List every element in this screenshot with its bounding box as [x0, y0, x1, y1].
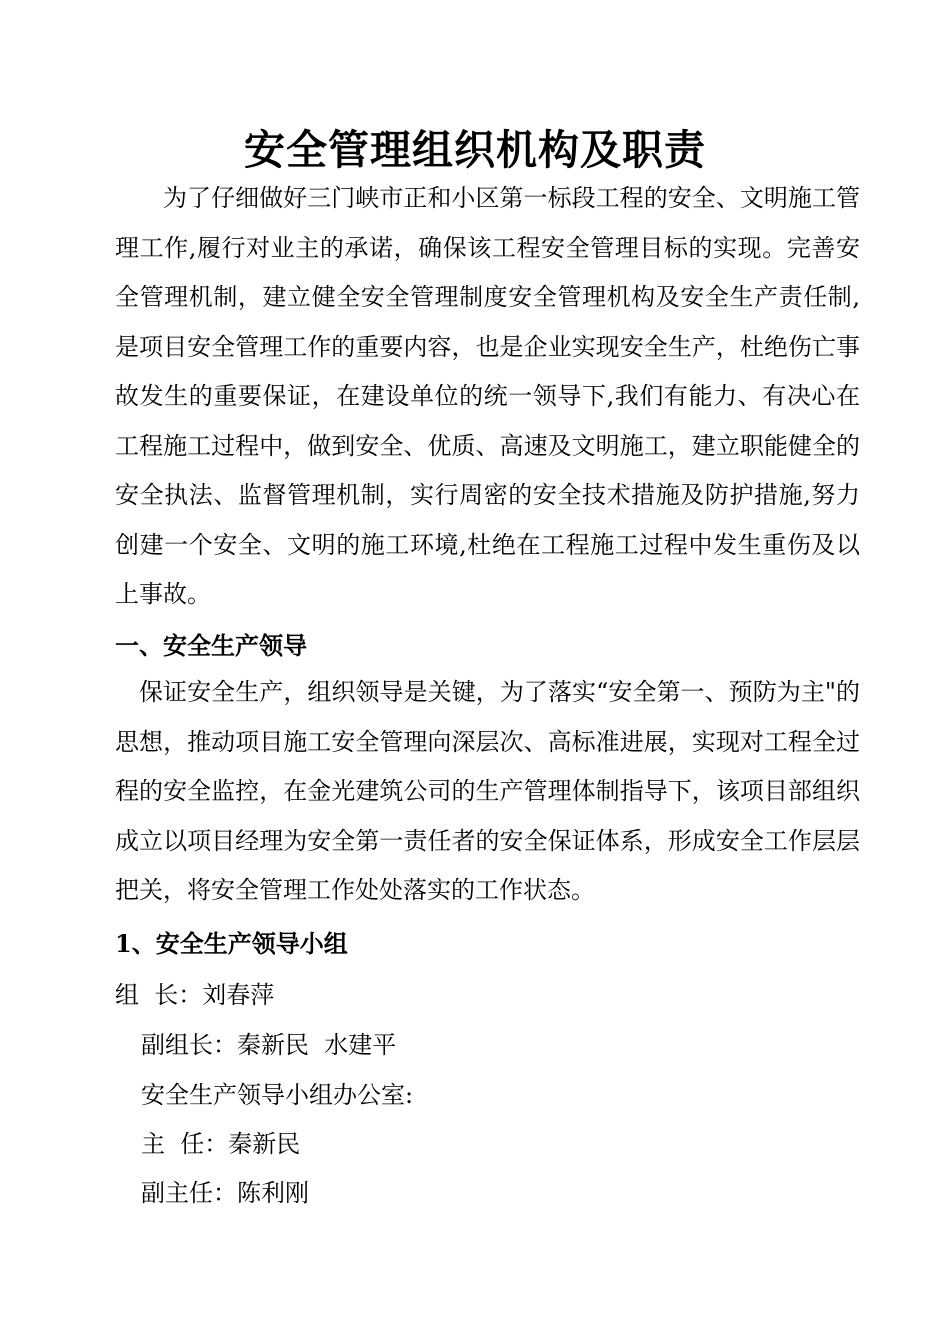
member-deputy-leader: 副组长：秦新民 水建平 — [141, 1031, 397, 1059]
document-title: 安全管理组织机构及职责 — [244, 126, 706, 174]
member-director: 主 任：秦新民 — [141, 1130, 301, 1158]
section-heading-leadership: 一、安全生产领导 — [115, 631, 307, 660]
intro-paragraph: 为了仔细做好三门峡市正和小区第一标段工程的安全、文明施工管理工作,履行对业主的承诺，确保该工程安全管理目标的实现。完善安全管理机制，建立健全安全管理制度安全管理机构及安全生产责任制,是项目安全管理工作的重要内容，也是企业实现安全生产，杜绝伤亡事故发生的重要保证，在建设单位的统一领导下,我们有能力、有决心在工程施工过程中，做到安全、优质、高速及文明施工，建立职能健全的安全执法、监督管理机制，实行周密的安全技术措施及防护措施,努力创建一个安全、文明的施工环境,杜绝在工程施工过程中发生重伤及以上事故。 — [115, 184, 860, 608]
leadership-paragraph: 保证安全生产，组织领导是关键，为了落实“安全第一、预防为主"的思想，推动项目施工安全管理向深层次、高标准进展，实现对工程全过程的安全监控，在金光建筑公司的生产管理体制指导下，该项目部组织成立以项目经理为安全第一责任者的安全保证体系，形成安全工作层层把关，将安全管理工作处处落实的工作状态。 — [115, 678, 860, 904]
member-deputy-director: 副主任：陈利刚 — [141, 1179, 309, 1207]
member-office: 安全生产领导小组办公室: — [141, 1081, 414, 1109]
member-leader: 组 长：刘春萍 — [115, 981, 275, 1009]
subsection-heading-leadership-group: 1、安全生产领导小组 — [115, 929, 348, 958]
